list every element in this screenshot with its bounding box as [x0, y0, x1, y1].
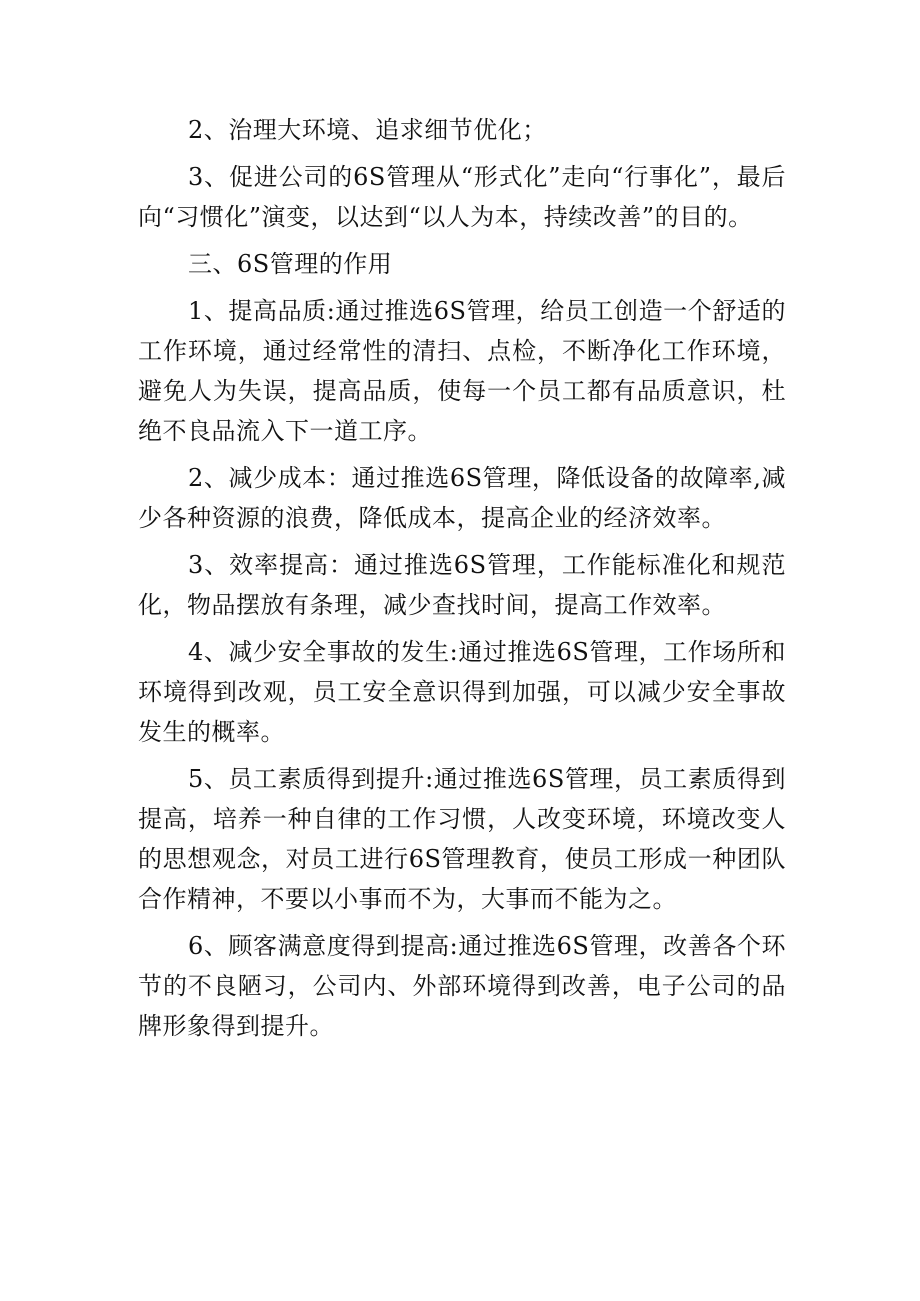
document-body	[138, 110, 786, 1053]
effect-item-6: 6、顾客满意度得到提高:通过推选6S管理，改善各个环节的不良陋习，公司内、外部环境得到改善，电子公司的品牌形象得到提升。	[138, 932, 786, 1040]
effect-item-5: 5、员工素质得到提升:通过推选6S管理，员工素质得到提高，培养一种自律的工作习惯，人改变环境，环境改变人的思想观念，对员工进行6S管理教育，使员工形成一种团队合作精神，不要以小事而不为，大事而不能为之。	[138, 765, 786, 913]
section-heading: 三、6S管理的作用	[188, 250, 393, 278]
list-item-2: 2、治理大环境、追求细节优化；	[188, 116, 547, 144]
effect-item-2: 2、减少成本：通过推选6S管理，降低设备的故障率,减少各种资源的浪费，降低成本，提高企业的经济效率。	[138, 464, 786, 532]
list-item-3: 3、促进公司的6S管理从“形式化”走向“行事化”，最后向“习惯化”演变，以达到“以人为本，持续改善”的目的。	[138, 163, 786, 231]
effect-item-1: 1、提高品质:通过推选6S管理，给员工创造一个舒适的工作环境，通过经常性的清扫、点检，不断净化工作环境，避免人为失误，提高品质，使每一个员工都有品质意识，杜绝不良品流入下一道工序。	[138, 297, 786, 445]
effect-item-3: 3、效率提高：通过推选6S管理，工作能标准化和规范化，物品摆放有条理，减少查找时间，提高工作效率。	[138, 551, 786, 619]
effect-item-4: 4、减少安全事故的发生:通过推选6S管理，工作场所和环境得到改观，员工安全意识得到加强，可以减少安全事故发生的概率。	[138, 638, 786, 746]
